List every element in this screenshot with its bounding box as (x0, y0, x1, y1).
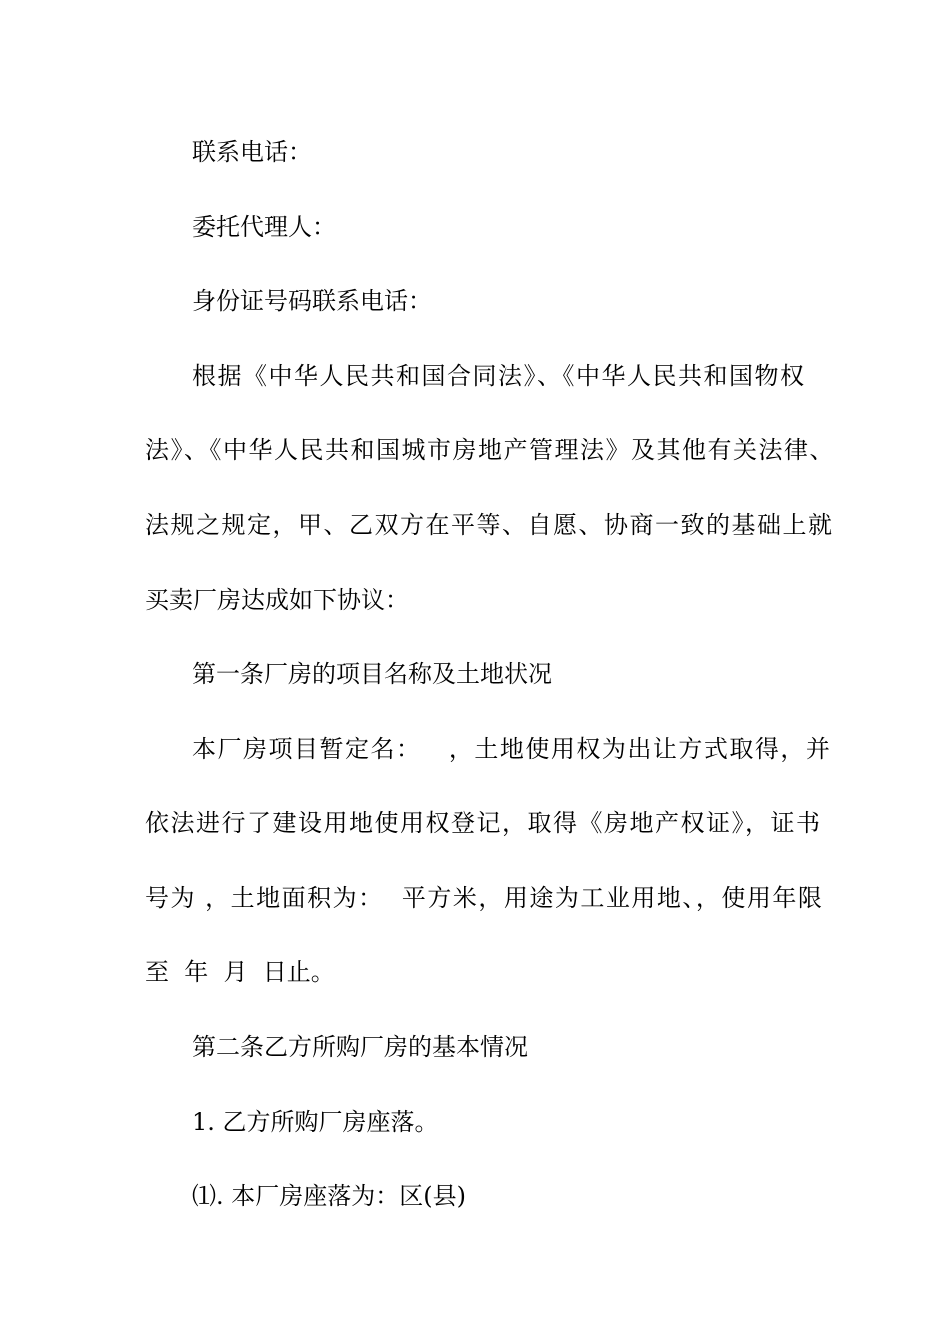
id-number-line: 身份证号码联系电话： (192, 287, 432, 315)
list-item: ⑴. 本厂房座落为：区(县) (192, 1182, 466, 1210)
paragraph-line: 号为 ，土地面积为： 平方米，用途为工业用地、，使用年限 (145, 884, 824, 912)
paragraph-line: 法》、《中华人民共和国城市房地产管理法》及其他有关法律、 (145, 436, 835, 464)
paragraph-line: 根据《中华人民共和国合同法》、《中华人民共和国物权 (192, 362, 806, 390)
paragraph-line: 法规之规定，甲、乙双方在平等、自愿、协商一致的基础上就 (145, 511, 834, 539)
paragraph-line: 依法进行了建设用地使用权登记，取得《房地产权证》，证书 (145, 809, 822, 837)
paragraph-line: 买卖厂房达成如下协议： (145, 586, 409, 614)
article-two-heading: 第二条乙方所购厂房的基本情况 (192, 1033, 528, 1061)
list-item: 1. 乙方所购厂房座落。 (192, 1108, 439, 1136)
contact-phone-line: 联系电话： (192, 138, 312, 166)
article-one-heading: 第一条厂房的项目名称及土地状况 (192, 660, 552, 688)
paragraph-line: 本厂房项目暂定名： ，土地使用权为出让方式取得，并 (192, 735, 832, 763)
paragraph-line: 至 年 月 日止。 (145, 958, 335, 986)
agent-line: 委托代理人： (192, 213, 336, 241)
